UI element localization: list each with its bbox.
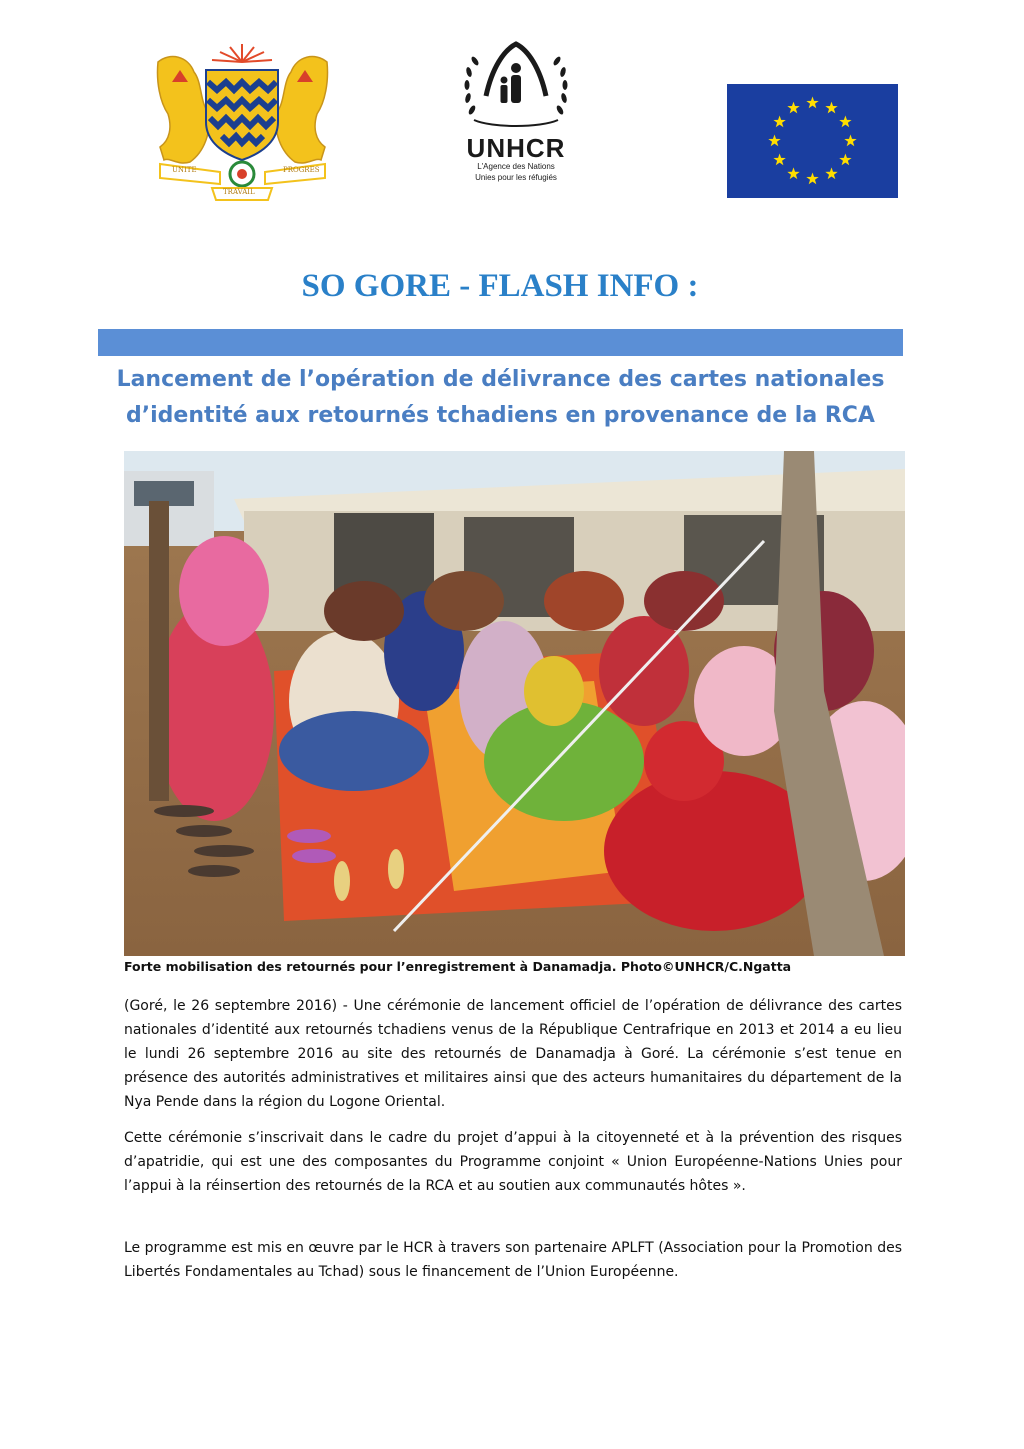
registration-photo [124,451,905,956]
chad-coat-of-arms-logo [150,42,335,202]
unhcr-logo [452,38,580,183]
photo-caption: Forte mobilisation des retournés pour l’enregistrement à Danamadja. Photo©UNHCR/C.Ngatta [124,959,792,974]
chad-motto-unite: UNITE [172,166,197,174]
title-divider-bar [98,329,903,356]
unhcr-tagline-line-2: Unies pour les réfugiés [475,173,557,182]
page-title: SO GORE - FLASH INFO : [301,268,699,304]
chad-motto-progres: PROGRES [283,166,320,174]
unhcr-name: UNHCR [466,133,566,163]
eu-flag-logo [727,84,898,198]
body-paragraph-3: Le programme est mis en œuvre par le HCR à travers son partenaire APLFT (Association pour la Promotion des Libertés Fondamentales au Tchad) sous le financement de l’Union Européenne. [124,1240,902,1280]
body-paragraph-2: Cette cérémonie s’inscrivait dans le cadre du projet d’appui à la citoyenneté et à la prévention des risques d’apatridie, qui est une des composantes du Programme conjoint « Union Européenne-Nations Unies pour l’appui à la réinsertion des retournés de la RCA et au soutien aux communautés hôtes ». [124,1130,902,1194]
body-paragraph-1: (Goré, le 26 septembre 2016) - Une cérémonie de lancement officiel de l’opération de délivrance des cartes nationales d’identité aux retournés tchadiens venus de la République Centrafrique en 2013 et 2014 a eu lieu le lundi 26 septembre 2016 au site des retournés de Danamadja à Goré. La cérémonie s’est tenue en présence des autorités administratives et militaires ainsi que des acteurs humanitaires du département de la Nya Pende dans la région du Logone Oriental. [124,998,902,1110]
unhcr-emblem-icon [452,38,580,130]
chad-motto-travail: TRAVAIL [223,188,255,196]
unhcr-tagline-line-1: L'Agence des Nations [477,162,555,171]
article-headline: Lancement de l’opération de délivrance des cartes nationales d’identité aux retournés tchadiens en provenance de la RCA [116,367,885,428]
